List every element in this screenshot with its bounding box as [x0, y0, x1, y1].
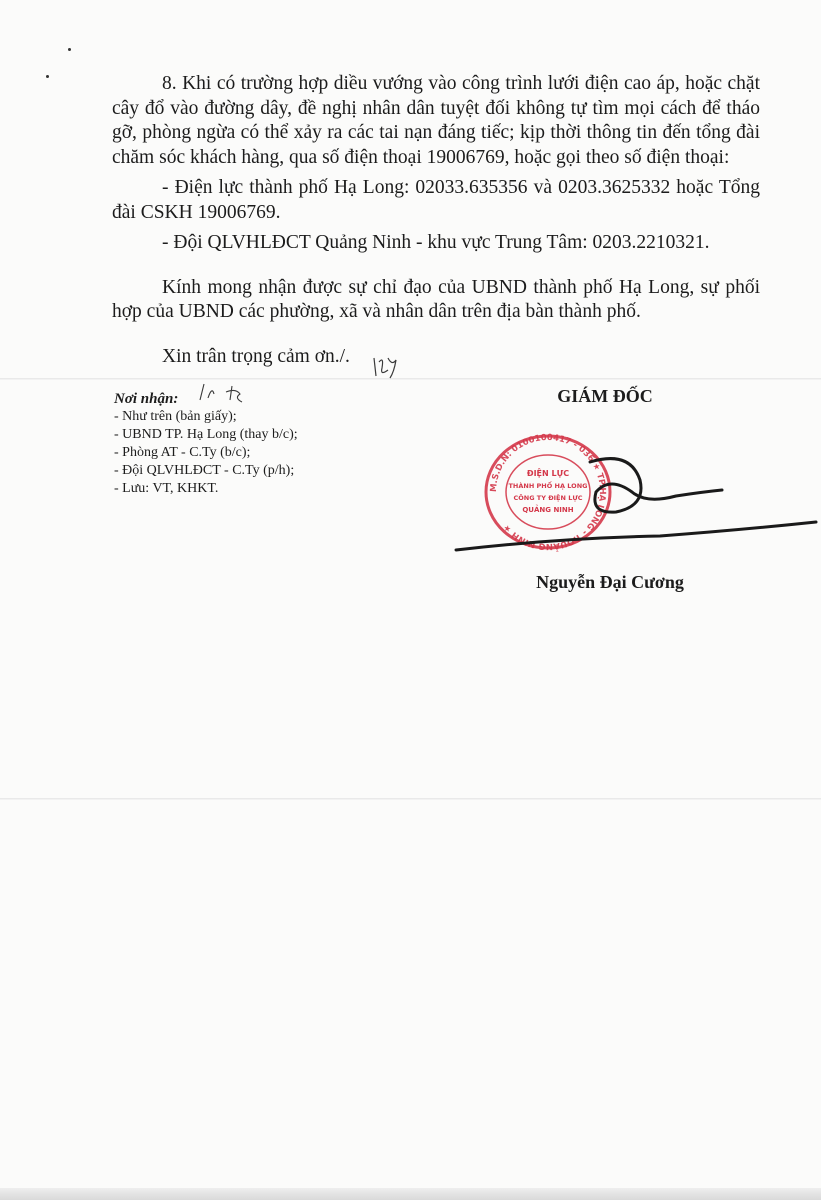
director-signature — [440, 440, 820, 570]
initial-scribble — [196, 380, 256, 406]
recipient-item: - UBND TP. Hạ Long (thay b/c); — [114, 427, 298, 442]
letter-body — [112, 72, 760, 369]
seal-inner-line: THÀNH PHỐ HẠ LONG — [508, 482, 588, 490]
paper-fold-line — [0, 378, 821, 380]
seal-inner-line: QUẢNG NINH — [522, 506, 574, 514]
paragraph-item-8: 8. Khi có trường hợp diều vướng vào công trình lưới điện cao áp, hoặc chặt cây đổ vào đường dây, đề nghị nhân dân tuyệt đối không tự tìm mọi cách để tháo gỡ, phòng ngừa có thể xảy ra các tai nạn đáng tiếc; kịp thời thông tin đến tổng đài chăm sóc khách hàng, qua số điện thoại 19006769, hoặc gọi theo số điện thoại: — [112, 73, 760, 168]
page-bottom-shadow — [0, 1188, 821, 1200]
paper-fold-line — [0, 798, 821, 800]
recipient-item: - Phòng AT - C.Ty (b/c); — [114, 445, 251, 460]
closing-request: Kính mong nhận được sự chỉ đạo của UBND thành phố Hạ Long, sự phối hợp của UBND các phường, xã và nhân dân trên địa bàn thành phố. — [112, 276, 760, 322]
recipient-item: - Đội QLVHLĐCT - C.Ty (p/h); — [114, 463, 295, 478]
seal-ring-text: M.S.D.N: 0100100417 - 036 ★ TP.HẠ LONG - T.QUẢNG NINH ★ — [488, 432, 608, 552]
recipients-block — [114, 390, 414, 498]
contact-hotline-city: - Điện lực thành phố Hạ Long: 02033.635356 và 0203.3625332 hoặc Tổng đài CSKH 19006769. — [112, 177, 760, 223]
seal-inner-line: ĐIỆN LỰC — [526, 469, 570, 478]
scan-speck — [68, 48, 71, 51]
signer-name: Nguyễn Đại Cương — [536, 572, 684, 592]
closing-thanks: Xin trân trọng cảm ơn./. — [162, 345, 350, 367]
recipient-item: - Như trên (bản giấy); — [114, 409, 237, 424]
recipient-item: - Lưu: VT, KHKT. — [114, 481, 219, 496]
seal-inner-line: CÔNG TY ĐIỆN LỰC — [513, 494, 583, 502]
scan-speck — [46, 75, 49, 78]
signer-title: GIÁM ĐỐC — [557, 386, 653, 406]
recipients-heading: Nơi nhận: — [114, 391, 179, 407]
recipients-list — [114, 408, 414, 498]
initial-scribble — [370, 352, 402, 382]
contact-hotline-team: - Đội QLVHLĐCT Quảng Ninh - khu vực Trung Tâm: 0203.2210321. — [162, 232, 710, 253]
